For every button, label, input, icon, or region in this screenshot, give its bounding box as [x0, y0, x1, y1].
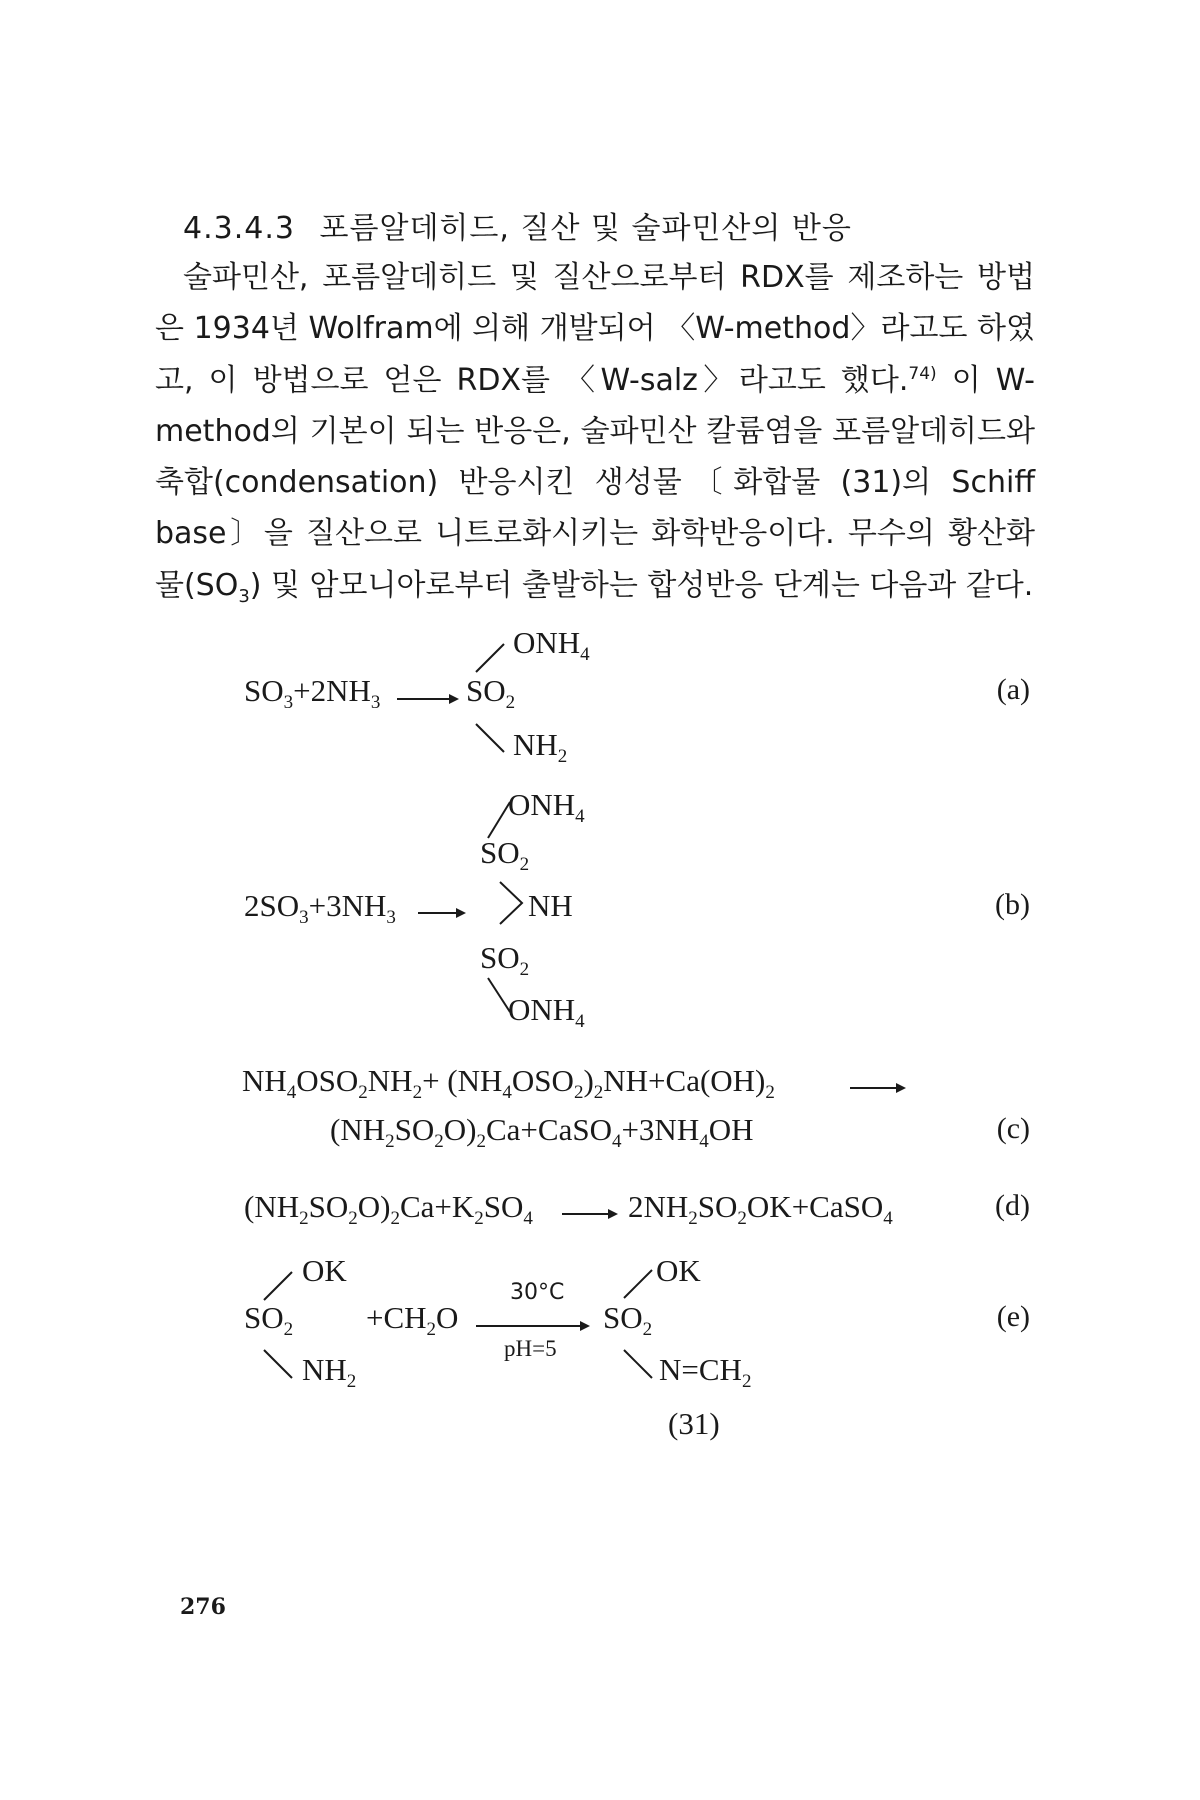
eq-e-label: (e) — [996, 1300, 1030, 1333]
eq-b-onh4-top: $ONH_4$ — [508, 787, 585, 828]
eq-a-lhs: $SO_3+2NH_3$ — [244, 673, 381, 714]
eq-a-label: (a) — [996, 673, 1030, 706]
eq-d-lhs: $(NH_2SO_2O)_2Ca+K_2SO_4$ — [244, 1189, 533, 1230]
eq-e-so2-left: $SO_2$ — [244, 1300, 294, 1341]
reaction-arrow — [850, 1082, 906, 1094]
compound-number: (31) — [668, 1406, 720, 1441]
bond-down — [474, 722, 506, 754]
eq-b-label: (b) — [995, 888, 1030, 921]
reference-mark: 74) — [908, 363, 937, 384]
reaction-arrow — [476, 1320, 590, 1332]
eq-c-line1: $NH_4OSO_2NH_2+ (NH_4OSO_2)_2NH+Ca(OH)_2$ — [242, 1063, 775, 1104]
bond-bracket — [496, 880, 526, 926]
eq-b-onh4-bottom: $ONH_4$ — [508, 992, 585, 1033]
eq-c-line2: $(NH_2SO_2O)_2Ca+CaSO_4+3NH_4OH$ — [330, 1112, 754, 1153]
eq-b-nh: NH — [528, 888, 573, 923]
bond-down — [262, 1348, 294, 1380]
reaction-arrow — [418, 907, 466, 919]
eq-b-lhs: $2SO_3+3NH_3$ — [244, 888, 396, 929]
eq-c-label: (c) — [996, 1112, 1030, 1145]
eq-e-reagent: $+CH_2O$ — [366, 1300, 459, 1341]
eq-e-ok-right: OK — [656, 1253, 701, 1288]
paragraph-subscript: 3 — [238, 585, 250, 607]
eq-e-so2-right: $SO_2$ — [603, 1300, 653, 1341]
eq-e-product: $N=CH_2$ — [659, 1352, 752, 1393]
bond-up — [474, 642, 506, 674]
paragraph-text-3: ) 및 암모니아로부터 출발하는 합성반응 단계는 다음과 같다. — [249, 567, 1034, 603]
bond-down — [622, 1348, 654, 1380]
bond-up — [484, 800, 514, 840]
eq-d-label: (d) — [995, 1189, 1030, 1222]
reaction-arrow — [397, 693, 459, 705]
eq-a-top: $ONH_4$ — [513, 625, 590, 666]
paragraph-text-2: 이 W-method의 기본이 되는 반응은, 술파민산 칼륨염을 포름알데히드와 축합(condensation) 반응시킨 생성물〔화합물 (31)의 Schiff base〕을 질산으로 니트로화시키는 화학반응이다. 무수의 황산화물(SO — [155, 362, 1036, 603]
eq-a-center: $SO_2$ — [466, 673, 516, 714]
section-title: 포름알데히드, 질산 및 술파민산의 반응 — [319, 211, 852, 246]
eq-a-bottom: $NH_2$ — [513, 727, 568, 768]
section-heading — [183, 203, 852, 247]
eq-d-rhs: $2NH_2SO_2OK+CaSO_4$ — [628, 1189, 893, 1230]
reaction-arrow — [562, 1208, 618, 1220]
condition-temperature: 30°C — [510, 1280, 565, 1305]
eq-b-so2-top: $SO_2$ — [480, 835, 530, 876]
page-number: 276 — [180, 1594, 226, 1620]
paragraph-text-1: 술파민산, 포름알데히드 및 질산으로부터 RDX를 제조하는 방법은 1934년 Wolfram에 의해 개발되어 〈W-method〉라고도 하였고, 이 방법으로 얻은 RDX를 〈W-salz〉라고도 했다. — [155, 260, 1035, 398]
eq-e-nh2: $NH_2$ — [302, 1352, 357, 1393]
eq-b-so2-bottom: $SO_2$ — [480, 940, 530, 981]
bond-up — [262, 1270, 294, 1302]
condition-ph: pH=5 — [504, 1336, 557, 1361]
bond-up — [622, 1268, 654, 1300]
body-paragraph — [155, 252, 1035, 611]
section-number: 4.3.4.3 — [183, 211, 295, 246]
eq-e-ok-left: OK — [302, 1253, 347, 1288]
